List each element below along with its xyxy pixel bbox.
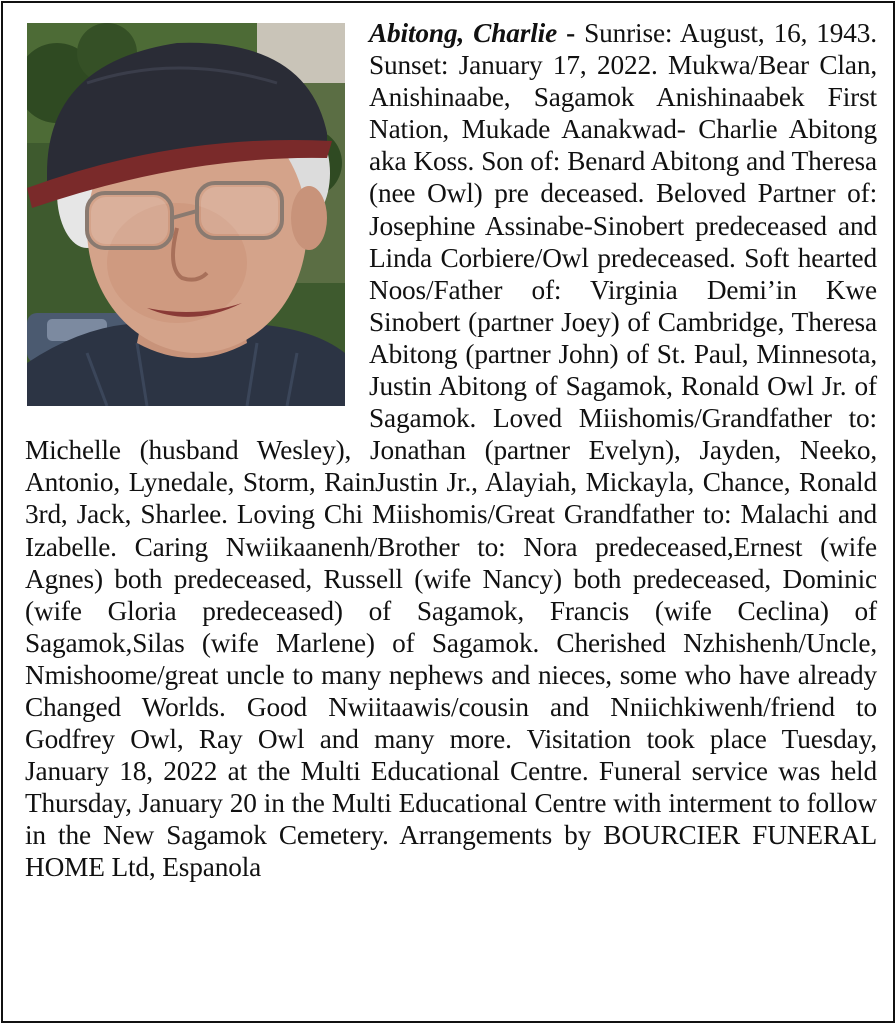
name-separator: - [557, 18, 585, 48]
portrait-illustration [27, 23, 345, 406]
obituary-frame [1, 1, 895, 1023]
deceased-name: Abitong, Charlie [369, 18, 558, 48]
portrait-photo [27, 23, 345, 406]
obituary-text [25, 17, 877, 1013]
obituary-body: Sunrise: August, 16, 1943. Sunset: January 17, 2022. Mukwa/Bear Clan, Anishinaabe, Sagamok Anishinaabek First Nation, Mukade Aanakwad- Charlie Abitong aka Koss. Son of: Benard Abitong and Theresa (nee Owl) pre deceased. Beloved Partner of: Josephine Assinabe-Sinobert predeceased and Linda Corbiere/Owl predeceased. Soft hearted Noos/Father of: Virginia Demi’in Kwe Sinobert (partner Joey) of Cambridge, Theresa Abitong (partner John) of St. Paul, Minnesota, Justin Abitong of Sagamok, Ronald Owl Jr. of Sagamok. Loved Miishomis/Grandfather to: Michelle (husband Wesley), Jonathan (partner Evelyn), Jayden, Neeko, Antonio, Lynedale, Storm, RainJustin Jr., Alayiah, Mickayla, Chance, Ronald 3rd, Jack, Sharlee. Loving Chi Miishomis/Great Grandfather to: Malachi and Izabelle. Caring Nwiikaanenh/Brother to: Nora predeceased,Ernest (wife Agnes) both predeceased, Russell (wife Nancy) both predeceased, Dominic (wife Gloria predeceased) of Sagamok, Francis (wife Ceclina) of Sagamok,Silas (wife Marlene) of Sagamok. Cherished Nzhishenh/Uncle, Nmishoome/great uncle to many nephews and nieces, some who have already Changed Worlds. Good Nwiitaawis/cousin and Nniichkiwenh/friend to Godfrey Owl, Ray Owl and many more. Visitation took place Tuesday, January 18, 2022 at the Multi Educational Centre. Funeral service was held Thursday, January 20 in the Multi Educational Centre with interment to follow in the New Sagamok Cemetery. Arrangements by BOURCIER FUNERAL HOME Ltd, Espanola [25, 18, 877, 883]
